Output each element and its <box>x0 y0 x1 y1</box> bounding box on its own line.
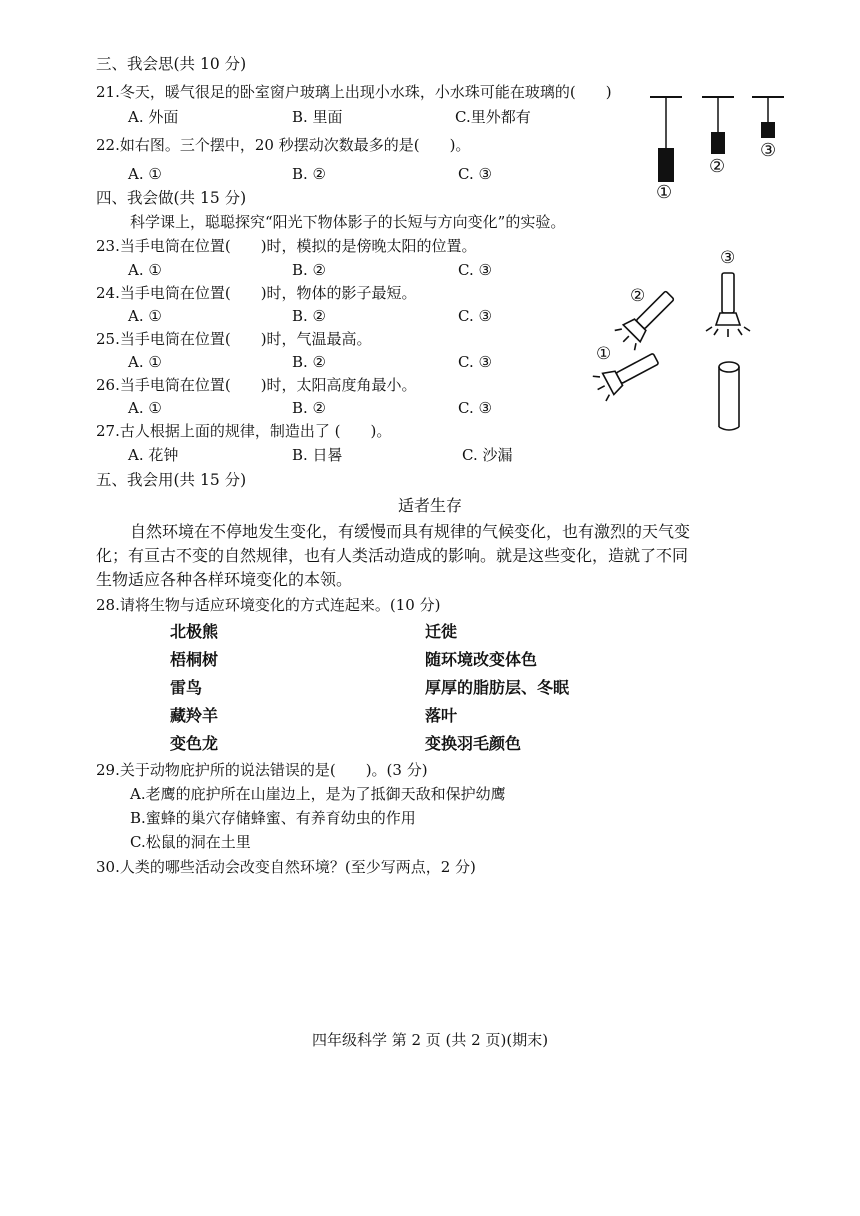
passage-line-2: 化；有亘古不变的自然规律，也有人类活动造成的影响。就是这些变化，造就了不同 <box>96 546 689 565</box>
q25-stem: 25.当手电筒在位置( )时，气温最高。 <box>96 330 372 348</box>
q23-option-c[interactable]: C. ③ <box>458 261 492 279</box>
q28-right-item[interactable]: 厚厚的脂肪层、冬眠 <box>425 678 570 697</box>
flashlight-label-2: ② <box>630 286 646 306</box>
pendulum-label-2: ② <box>709 156 726 177</box>
q21-option-b[interactable]: B. 里面 <box>292 108 343 126</box>
page-footer: 四年级科学 第 2 页 (共 2 页)(期末) <box>311 1031 549 1049</box>
passage-line-3: 生物适应各种各样环境变化的本领。 <box>96 570 353 589</box>
section4-intro: 科学课上，聪聪探究“阳光下物体影子的长短与方向变化”的实验。 <box>130 213 566 231</box>
pendulum-figure <box>640 84 800 204</box>
q21-option-a[interactable]: A. 外面 <box>128 108 179 126</box>
q22-option-c[interactable]: C. ③ <box>458 165 492 183</box>
passage-line-1: 自然环境在不停地发生变化，有缓慢而具有规律的气候变化，也有激烈的天气变 <box>130 522 691 541</box>
q23-stem: 23.当手电筒在位置( )时，模拟的是傍晚太阳的位置。 <box>96 237 477 255</box>
q27-stem: 27.古人根据上面的规律，制造出了 ( )。 <box>96 422 392 440</box>
q22-option-b[interactable]: B. ② <box>292 165 327 183</box>
q28-right-item[interactable]: 随环境改变体色 <box>425 650 538 669</box>
q29-option-b[interactable]: B.蜜蜂的巢穴存储蜂蜜、有养育幼虫的作用 <box>130 809 416 827</box>
q30-stem: 30.人类的哪些活动会改变自然环境？(至少写两点，2 分) <box>96 858 476 876</box>
q28-left-item[interactable]: 藏羚羊 <box>170 706 219 725</box>
q24-option-a[interactable]: A. ① <box>128 307 162 325</box>
q24-option-c[interactable]: C. ③ <box>458 307 492 325</box>
q28-right-item[interactable]: 落叶 <box>425 706 458 725</box>
pendulum-label-3: ③ <box>760 140 777 161</box>
section4-title: 四、我会做(共 15 分) <box>96 189 247 207</box>
q25-option-c[interactable]: C. ③ <box>458 353 492 371</box>
q27-option-a[interactable]: A. 花钟 <box>128 446 179 464</box>
q21-option-c[interactable]: C.里外都有 <box>455 108 531 126</box>
q22-option-a[interactable]: A. ① <box>128 165 162 183</box>
q29-option-c[interactable]: C.松鼠的洞在土里 <box>130 833 251 851</box>
q28-left-item[interactable]: 雷鸟 <box>170 678 203 697</box>
q27-option-b[interactable]: B. 日晷 <box>292 446 343 464</box>
section3-title: 三、我会思(共 10 分) <box>96 55 247 73</box>
q26-option-b[interactable]: B. ② <box>292 399 327 417</box>
q26-option-a[interactable]: A. ① <box>128 399 162 417</box>
q27-option-c[interactable]: C. 沙漏 <box>462 446 513 464</box>
pendulum-label-1: ① <box>656 182 673 203</box>
flashlight-label-3: ③ <box>720 248 736 268</box>
q28-right-item[interactable]: 迁徙 <box>425 622 458 641</box>
q28-stem: 28.请将生物与适应环境变化的方式连起来。(10 分) <box>96 596 441 614</box>
flashlight-figure <box>590 245 780 435</box>
q28-left-item[interactable]: 北极熊 <box>170 622 219 641</box>
section5-title: 五、我会用(共 15 分) <box>96 471 247 489</box>
q26-option-c[interactable]: C. ③ <box>458 399 492 417</box>
q26-stem: 26.当手电筒在位置( )时，太阳高度角最小。 <box>96 376 417 394</box>
q28-left-item[interactable]: 变色龙 <box>170 734 219 753</box>
q25-option-a[interactable]: A. ① <box>128 353 162 371</box>
q24-stem: 24.当手电筒在位置( )时，物体的影子最短。 <box>96 284 417 302</box>
q21-stem: 21.冬天，暖气很足的卧室窗户玻璃上出现小水珠，小水珠可能在玻璃的( ) <box>96 83 612 101</box>
q22-stem: 22.如右图。三个摆中，20 秒摆动次数最多的是( )。 <box>96 136 471 154</box>
flashlight-label-1: ① <box>596 344 612 364</box>
q25-option-b[interactable]: B. ② <box>292 353 327 371</box>
q28-left-item[interactable]: 梧桐树 <box>170 650 219 669</box>
q23-option-b[interactable]: B. ② <box>292 261 327 279</box>
q24-option-b[interactable]: B. ② <box>292 307 327 325</box>
q28-right-item[interactable]: 变换羽毛颜色 <box>425 734 522 753</box>
q29-option-a[interactable]: A.老鹰的庇护所在山崖边上，是为了抵御天敌和保护幼鹰 <box>130 785 506 803</box>
q29-stem: 29.关于动物庇护所的说法错误的是( )。(3 分) <box>96 761 428 779</box>
passage-title: 适者生存 <box>397 496 462 515</box>
q23-option-a[interactable]: A. ① <box>128 261 162 279</box>
